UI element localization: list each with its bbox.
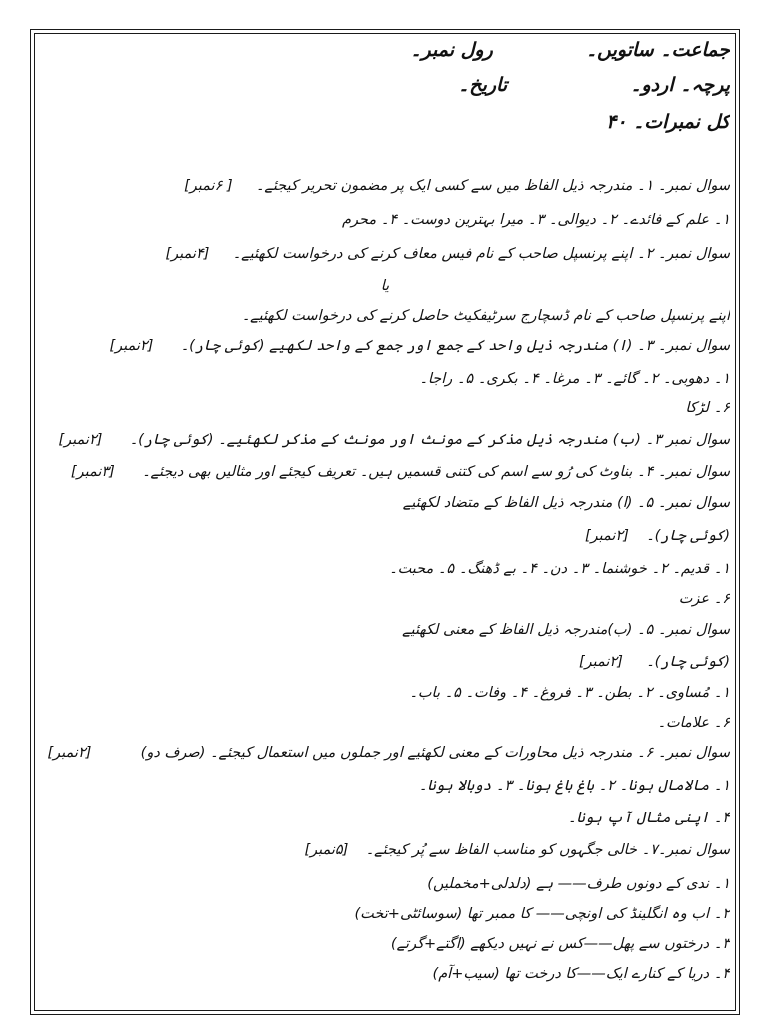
marks-label: [۴نمبر] (165, 246, 210, 262)
question-5b-words-extra: ۶۔ علامات۔ (657, 715, 730, 731)
question-5a-words-extra: ۶۔ عزت (678, 591, 730, 607)
marks-label: [۲نمبر] (47, 745, 92, 761)
question-6-idioms-extra: ۴۔ اپنی مثال آپ ہونا۔ (567, 810, 730, 826)
question-2 (40, 242, 730, 266)
question-3a-words-extra: ۶۔ لڑکا (685, 400, 730, 416)
fill-blank-3: ۳۔ درختوں سے پھل——کس نے نہیں دیکھے (اگتے+گرتے) (390, 936, 730, 952)
question-5a: سوال نمبر۔ ۵۔ (ا) مندرجہ ذیل الفاظ کے متضاد لکھئیے (402, 495, 730, 511)
choice-text: (کوئی چار)۔ (646, 528, 730, 544)
question-text: سوال نمبر۔ ۲۔ اپنے پرنسپل صاحب کے نام فیس معاف کرنے کی درخواست لکھئیے۔ (232, 246, 730, 262)
exam-paper (40, 36, 730, 1011)
marks-label: [ ۶نمبر] (184, 178, 233, 194)
question-3a (40, 334, 730, 358)
question-2-alternative: اپنے پرنسپل صاحب کے نام ڈسچارج سرٹیفکیٹ حاصل کرنے کی درخواست لکھئیے۔ (241, 308, 730, 324)
question-text: سوال نمبر۔۷۔ خالی جگہوں کو مناسب الفاظ سے پُر کیجئے۔ (365, 842, 730, 858)
marks-label: [۲نمبر] (58, 432, 103, 448)
question-3a-words: ۱۔ دھوبی۔ ۲۔ گائے۔ ۳۔ مرغا۔ ۴۔ بکری۔ ۵۔ راجا۔ (419, 371, 730, 387)
marks-label: [۳نمبر] (70, 464, 115, 480)
class-label: جماعت۔ ساتویں۔ (586, 39, 730, 61)
question-text: سوال نمبر۔ ۳۔ (ا) مندرجہ ذیل واحد کے جمع اور جمع کے واحد لکھیے (کوئی چار)۔ (180, 338, 730, 354)
marks-label: [۲نمبر] (578, 654, 623, 670)
fill-blank-4: ۴۔ دریا کے کنارے ایک——کا درخت تھا (سیب+آم) (432, 966, 730, 982)
question-3b (40, 428, 730, 452)
roll-number-label: رول نمبر۔ (410, 39, 493, 61)
question-text: سوال نمبر۔ ۱۔ مندرجہ ذیل الفاظ میں سے کسی ایک پر مضمون تحریر کیجئے۔ (255, 178, 730, 194)
question-1 (40, 174, 730, 198)
header-row-2 (40, 71, 730, 99)
question-5b-choice (40, 650, 730, 674)
question-5a-words: ۱۔ قدیم۔ ۲۔ خوشنما۔ ۳۔ دن۔ ۴۔ بے ڈھنگ۔ ۵۔ محبت۔ (389, 561, 730, 577)
question-4 (40, 460, 730, 484)
question-5b-words: ۱۔ مُساوی۔ ۲۔ بطن۔ ۳۔ فروغ۔ ۴۔ وفات۔ ۵۔ باب۔ (409, 685, 730, 701)
question-text: سوال نمبر ۳۔ (ب) مندرجہ ذیل مذکر کے مونث اور مونث کے مذکر لکھئیے۔ (کوئی چار)۔ (129, 432, 730, 448)
question-1-options: ۱۔ علم کے فائدے۔ ۲۔ دیوالی۔ ۳۔ میرا بہترین دوست۔ ۴۔ محرم (341, 212, 730, 228)
question-5b: سوال نمبر۔ ۵۔ (ب)مندرجہ ذیل الفاظ کے معنی لکھئیے (402, 622, 730, 638)
question-6-idioms: ۱۔ مالامال ہونا۔ ۲۔ باغ باغ ہونا۔ ۳۔ دوبالا ہونا۔ (418, 778, 730, 794)
question-7 (40, 838, 730, 862)
or-separator: یا (380, 278, 390, 294)
date-label: تاریخ۔ (458, 74, 508, 96)
fill-blank-1: ۱۔ ندی کے دونوں طرف—— ہے (دلدلی+مخملیں) (427, 876, 730, 892)
question-5a-choice (40, 524, 730, 548)
paper-label: پرچہ۔ اردو۔ (630, 74, 730, 96)
question-6 (40, 741, 730, 765)
choice-text: (کوئی چار)۔ (646, 654, 730, 670)
header-row-1 (40, 36, 730, 64)
question-text: سوال نمبر۔ ۶۔ مندرجہ ذیل محاورات کے معنی لکھئیے اور جملوں میں استعمال کیجئے۔ (صرف دو) (140, 745, 730, 761)
marks-label: [۲نمبر] (584, 528, 629, 544)
fill-blank-2: ۲۔ اب وہ انگلینڈ کی اونچی—— کا ممبر تھا (سوسائٹی+تخت) (354, 906, 730, 922)
question-text: سوال نمبر۔ ۴۔ بناوٹ کی رُو سے اسم کی کتنی قسمیں ہیں۔ تعریف کیجئے اور مثالیں بھی دیجئے۔ (142, 464, 730, 480)
marks-label: [۵نمبر] (304, 842, 349, 858)
marks-label: [۲نمبر] (109, 338, 154, 354)
total-marks: کل نمبرات۔ ۴۰ (606, 111, 730, 133)
